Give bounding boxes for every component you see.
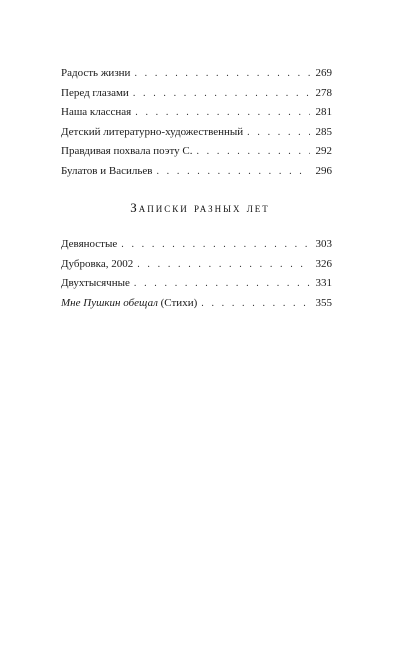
toc-entry-page: 285 (315, 125, 332, 138)
dot-leader (196, 142, 310, 162)
toc-entry (61, 123, 332, 143)
toc-entry-title: Перед глазами (61, 86, 129, 99)
toc-entry-page: 326 (315, 257, 332, 270)
toc-entry-page: 269 (315, 67, 332, 79)
section-heading: Записки разных лет (130, 200, 270, 215)
toc-entry-title: Детский литературно-художественный (61, 125, 244, 138)
toc-entry-page: 296 (315, 164, 332, 177)
dot-leader (201, 294, 310, 314)
toc-entry (61, 162, 332, 182)
dot-leader (134, 274, 310, 294)
toc-entry-page: 331 (315, 277, 332, 289)
toc-entry (61, 84, 332, 104)
toc-entry-title: Дубровка, 2002 (61, 257, 134, 270)
toc-entry-title: Радость жизни (61, 67, 131, 79)
toc-entry-page: 278 (315, 86, 332, 99)
toc-entry-title: Булатов и Васильев (61, 164, 153, 177)
toc-entry-page: 355 (315, 296, 332, 309)
toc-entry-page: 292 (315, 145, 332, 157)
toc-entry (61, 103, 332, 123)
toc-entry-title: Девяностые (61, 238, 118, 250)
toc-entry (61, 274, 332, 294)
toc-entry (61, 255, 332, 275)
dot-leader (133, 84, 310, 104)
dot-leader (247, 123, 310, 143)
toc-entry-title-rest: (Стихи) (157, 296, 198, 309)
toc-entry (61, 294, 332, 314)
toc-entry-title: Наша классная (61, 106, 132, 118)
toc-entry (61, 235, 332, 255)
toc-entry-title-italic: Мне Пушкин обещал (61, 296, 158, 309)
dot-leader (134, 64, 310, 84)
dot-leader (137, 255, 310, 275)
dot-leader (121, 235, 310, 255)
toc-entry-title: Двухтысячные (61, 277, 130, 289)
toc-entry-page: 303 (315, 238, 332, 250)
toc-entry-page: 281 (315, 106, 332, 118)
toc-entry (61, 142, 332, 162)
dot-leader (156, 162, 310, 182)
toc-entry-title: Правдивая похвала поэту С. (61, 145, 193, 157)
toc-entry (61, 64, 332, 84)
table-of-contents-top (61, 64, 332, 181)
toc-entry-title (61, 294, 197, 314)
table-of-contents-section (61, 235, 332, 313)
dot-leader (135, 103, 310, 123)
